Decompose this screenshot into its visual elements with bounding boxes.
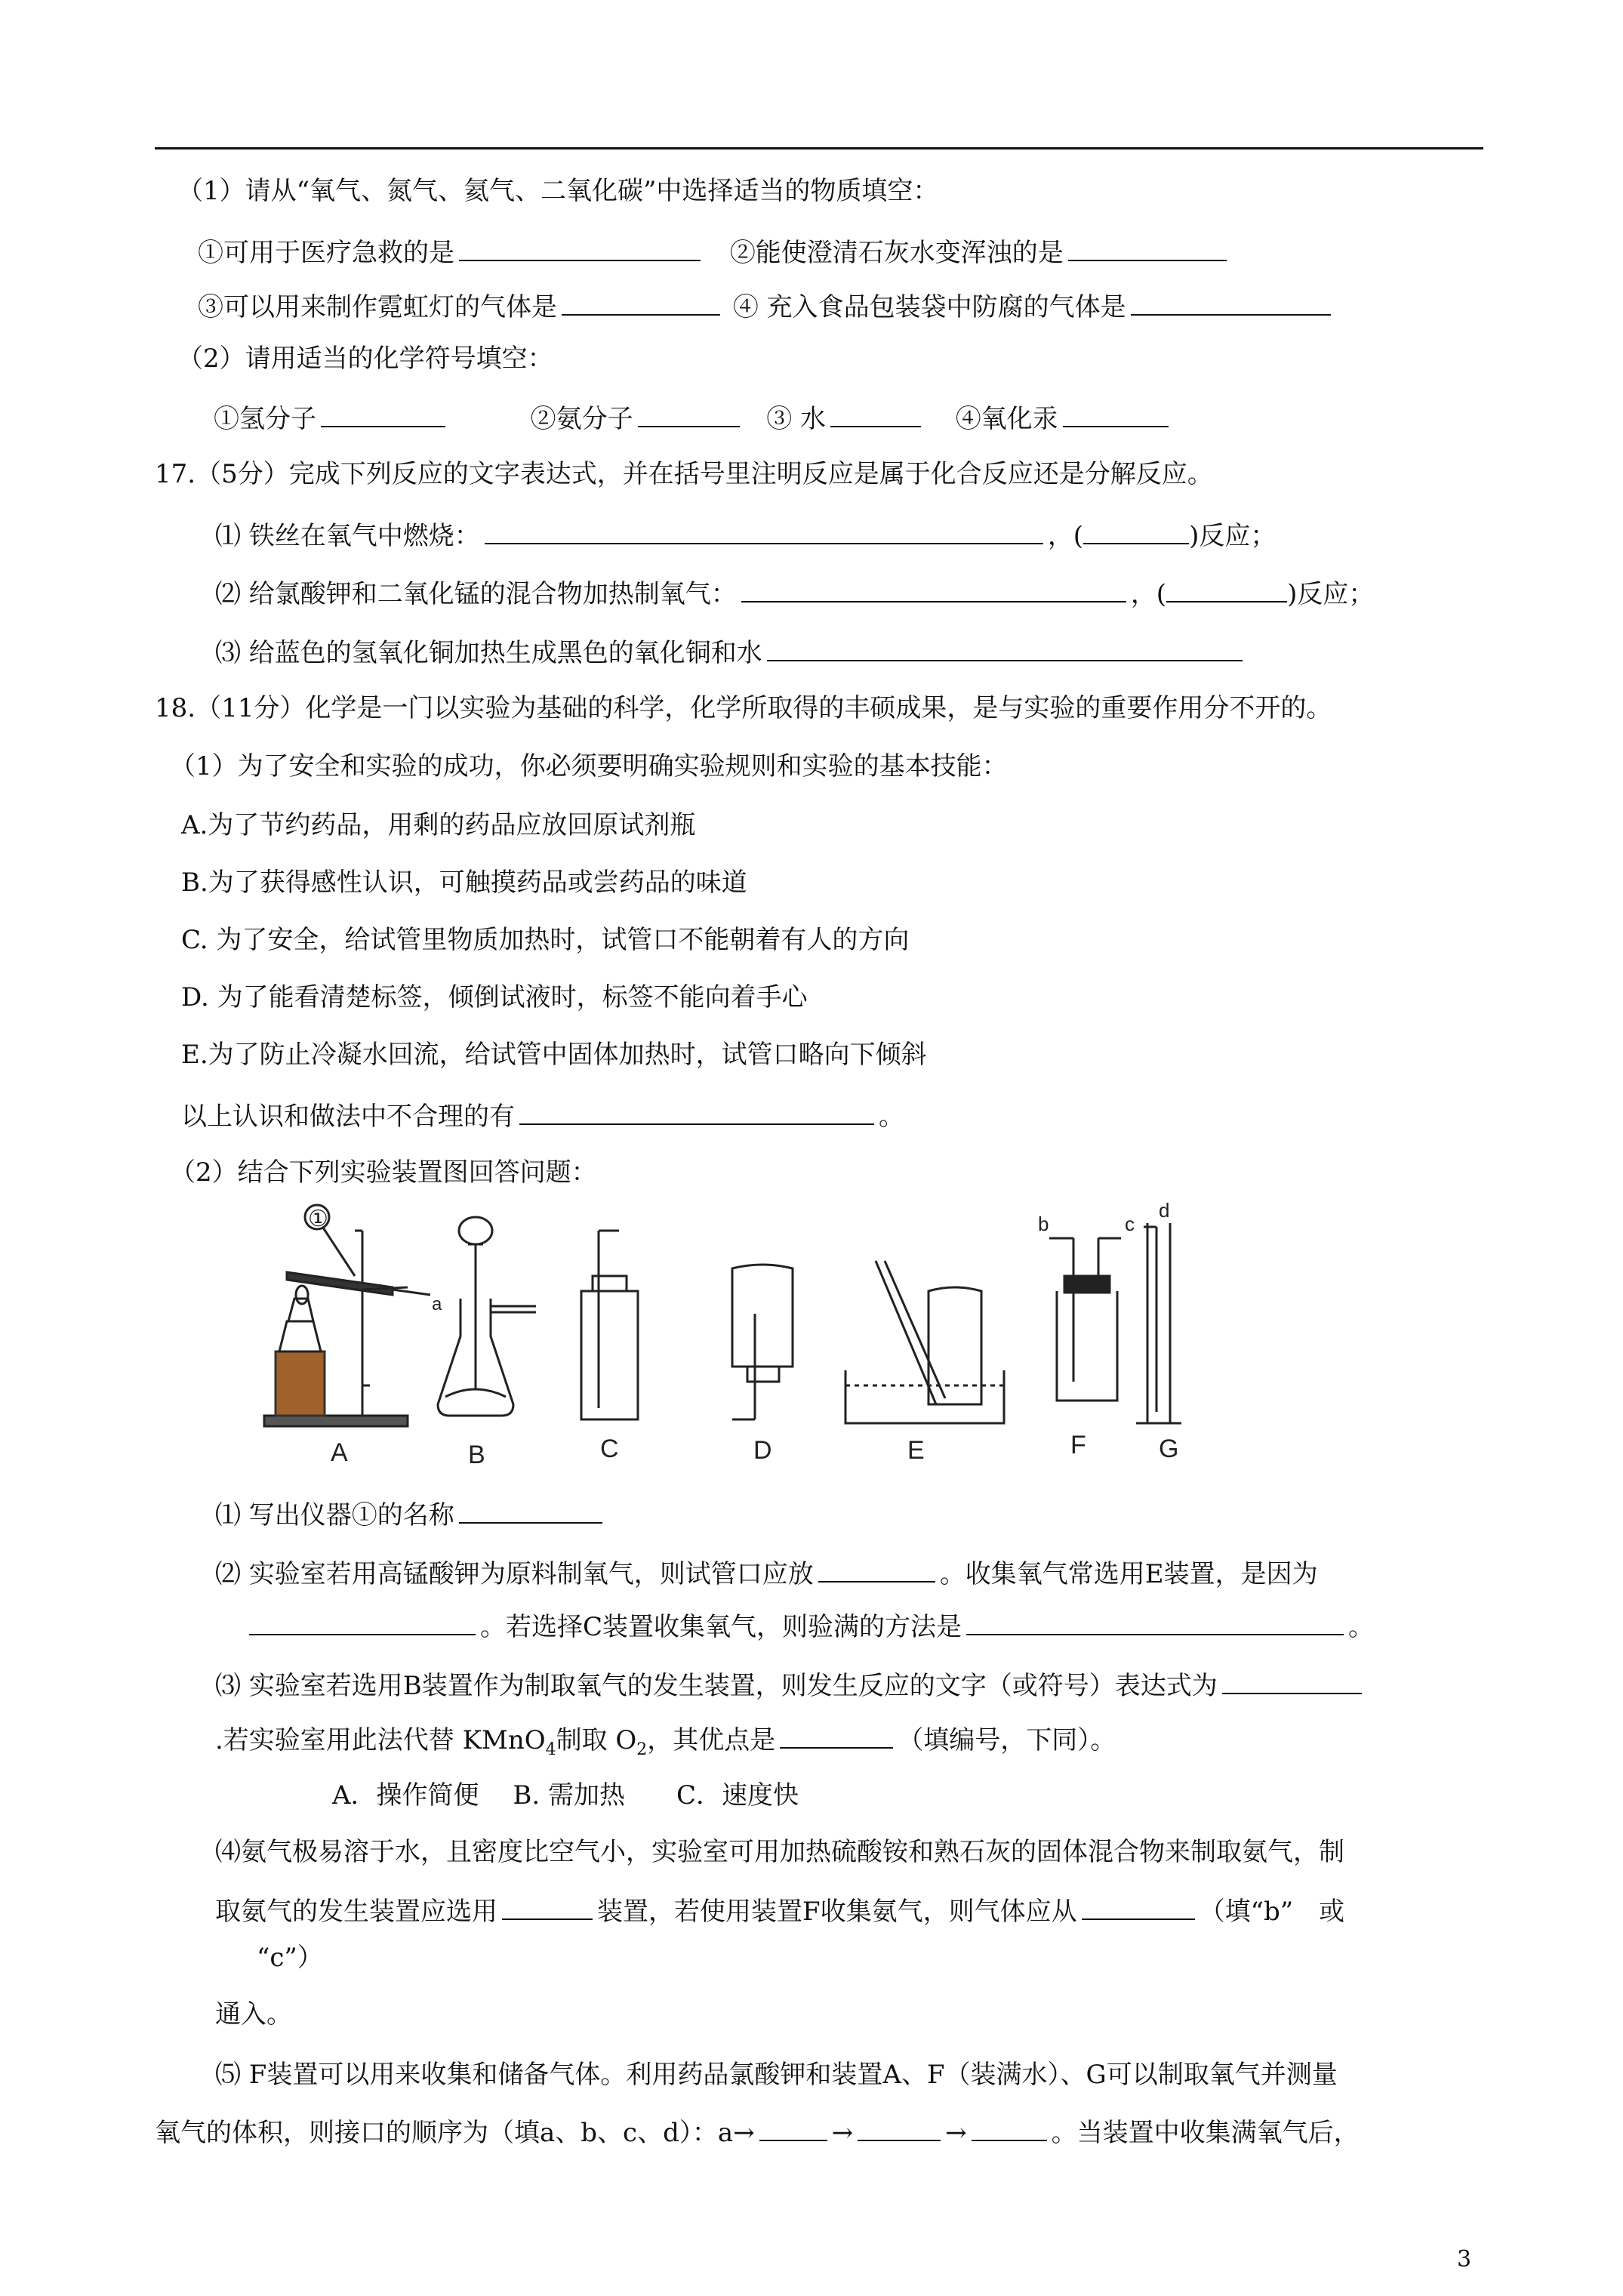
q18-s3b-sub1: 4 <box>545 1740 556 1759</box>
q18-option-c: C. 为了安全，给试管里物质加热时，试管口不能朝着有人的方向 <box>181 925 910 955</box>
q16-part1: （1）请从“氧气、氮气、氦气、二氧化碳”中选择适当的物质填空： <box>177 176 939 206</box>
q18-s3-line2 <box>215 1720 1116 1767</box>
q18-s3-options: A．操作简便 B. 需加热 C．速度快 <box>332 1780 799 1811</box>
q16-a1: ①可用于医疗急救的是 <box>198 238 454 268</box>
q18-s3-line1 <box>215 1666 1366 1703</box>
q17-row2 <box>215 574 1374 612</box>
q18-part1: （1）为了安全和实验的成功，你必须要明确实验规则和实验的基本技能： <box>170 751 1008 781</box>
label-b: B <box>468 1441 485 1469</box>
q16-a1-blank[interactable] <box>459 233 701 261</box>
label-g: G <box>1159 1435 1179 1463</box>
q16-part2: （2）请用适当的化学符号填空： <box>177 344 553 374</box>
q17-l2-tail: )反应； <box>1287 579 1375 609</box>
q16-row2 <box>198 287 1335 325</box>
apparatus-a <box>264 1205 430 1426</box>
q17-l1: ⑴ 铁丝在氧气中燃烧： <box>215 521 480 551</box>
apparatus-d <box>732 1265 793 1419</box>
q16-b4-blank[interactable] <box>1063 399 1169 427</box>
q18-s5-blank1[interactable] <box>759 2113 827 2141</box>
q18-s3b2-text: 制取 O <box>556 1725 637 1755</box>
q18-s3b3-text: ，其优点是 <box>647 1725 776 1755</box>
q17-l3: ⑶ 给蓝色的氢氧化铜加热生成黑色的氧化铜和水 <box>215 638 762 668</box>
q18-question-blank[interactable] <box>519 1096 874 1125</box>
q17-l2: ⑵ 给氯酸钾和二氧化锰的混合物加热制氧气： <box>215 579 737 609</box>
q18-s4b2-text: 装置，若使用装置F收集氨气，则气体应从 <box>597 1897 1077 1927</box>
q16-a3: ③可以用来制作霓虹灯的气体是 <box>198 292 557 322</box>
label-f: F <box>1070 1431 1086 1459</box>
q16-b4: ④氧化汞 <box>955 404 1058 434</box>
q16-row3 <box>214 399 1173 436</box>
q16-b2-blank[interactable] <box>638 399 740 427</box>
q18-s4-line3: “c”） <box>257 1943 323 1973</box>
q16-b1-blank[interactable] <box>321 399 445 427</box>
q18-s2-line2 <box>249 1607 1374 1644</box>
q18-s4-line1: ⑷氨气极易溶于水，且密度比空气小，实验室可用加热硫酸铵和熟石灰的固体混合物来制取氨气，制 <box>215 1837 1344 1867</box>
q17-l1-type-blank[interactable] <box>1083 516 1189 544</box>
q18-s4-line4: 通入。 <box>215 1999 292 2029</box>
q17-l1-tail: )反应； <box>1189 521 1277 551</box>
apparatus-g <box>1136 1223 1181 1423</box>
q18-s2d-text: 。 <box>1348 1612 1375 1642</box>
q18-question <box>181 1096 904 1134</box>
q18-s5-blank2[interactable] <box>858 2113 941 2141</box>
q18-s4b3-text: （填“b” 或 <box>1199 1897 1345 1927</box>
q17-l2-comma: ，( <box>1130 579 1167 609</box>
q18-s2c-blank[interactable] <box>966 1607 1344 1635</box>
q18-s2-line1 <box>215 1554 1318 1592</box>
q18-part2: （2）结合下列实验装置图回答问题： <box>170 1157 597 1188</box>
header-rule <box>155 147 1483 149</box>
q17-l1-blank[interactable] <box>485 516 1043 544</box>
apparatus-diagram <box>234 1200 1291 1472</box>
q18-option-d: D. 为了能看清楚标签，倾倒试液时，标签不能向着手心 <box>181 982 808 1012</box>
q17-title: 17.（5分）完成下列反应的文字表达式，并在括号里注明反应是属于化合反应还是分解反应。 <box>155 459 1213 489</box>
q18-s2b-text: 。收集氧气常选用E装置，是因为 <box>939 1559 1318 1589</box>
q17-l2-blank[interactable] <box>741 574 1126 603</box>
label-e: E <box>907 1436 925 1465</box>
q18-s1-blank[interactable] <box>459 1495 602 1524</box>
q16-a4-blank[interactable] <box>1131 287 1331 316</box>
q18-option-a: A.为了节约药品，用剩的药品应放回原试剂瓶 <box>181 810 696 840</box>
q18-s5-line2 <box>155 2113 1360 2150</box>
q18-s3a-blank[interactable] <box>1222 1666 1362 1694</box>
label-d: D <box>753 1436 772 1465</box>
q18-s4b2-blank[interactable] <box>1082 1891 1195 1920</box>
port-c: c <box>1125 1213 1135 1235</box>
q18-question-text: 以上认识和做法中不合理的有 <box>181 1102 515 1132</box>
q16-b3: ③ 水 <box>766 404 827 434</box>
q18-s3b4-text: （填编号，下同）。 <box>898 1725 1116 1755</box>
q18-s5b1-text: 氧气的体积，则接口的顺序为（填a、b、c、d）：a→ <box>155 2118 755 2148</box>
q18-option-e: E.为了防止冷凝水回流，给试管中固体加热时，试管口略向下倾斜 <box>181 1040 927 1070</box>
q17-l2-type-blank[interactable] <box>1166 574 1287 603</box>
apparatus-b <box>438 1217 536 1416</box>
q16-a2: ②能使澄清石灰水变浑浊的是 <box>729 238 1064 268</box>
q18-s5b4-text: 。当装置中收集满氧气后， <box>1051 2118 1360 2148</box>
port-d: d <box>1159 1200 1170 1222</box>
q17-row3 <box>215 633 1247 670</box>
q16-row1 <box>198 233 1231 270</box>
q18-option-b: B.为了获得感性认识，可触摸药品或尝药品的味道 <box>181 868 747 898</box>
q18-s2a-text: ⑵ 实验室若用高锰酸钾为原料制氧气，则试管口应放 <box>215 1559 814 1589</box>
apparatus-c <box>581 1231 638 1419</box>
apparatus-e <box>845 1261 1004 1423</box>
q16-b3-blank[interactable] <box>830 399 921 427</box>
q18-s3b1-text: .若实验室用此法代替 KMnO <box>215 1725 546 1755</box>
q18-s4b1-blank[interactable] <box>502 1891 593 1920</box>
q18-s3a-text: ⑶ 实验室若选用B装置作为制取氧气的发生装置，则发生反应的文字（或符号）表达式为 <box>215 1671 1218 1701</box>
q18-s4-line2 <box>215 1891 1344 1929</box>
q16-a3-blank[interactable] <box>562 287 720 316</box>
q18-s1 <box>215 1495 607 1533</box>
q18-s2b-blank[interactable] <box>249 1607 476 1635</box>
q16-b1: ①氢分子 <box>214 404 316 434</box>
label-c: C <box>600 1435 619 1463</box>
port-b: b <box>1038 1213 1049 1235</box>
q16-b2: ②氨分子 <box>530 404 633 434</box>
q18-s4b1-text: 取氨气的发生装置应选用 <box>215 1897 497 1927</box>
q18-s5-blank3[interactable] <box>972 2113 1047 2141</box>
page-number: 3 <box>1457 2246 1472 2273</box>
port-a: a <box>432 1294 442 1314</box>
diagram-circled-1: ① <box>308 1207 328 1231</box>
q18-question-end: 。 <box>879 1102 904 1132</box>
q18-title: 18.（11分）化学是一门以实验为基础的科学，化学所取得的丰硕成果，是与实验的重要作用分不开的。 <box>155 693 1332 723</box>
q16-a2-blank[interactable] <box>1068 233 1227 261</box>
q18-s5b3-text: → <box>945 2118 967 2148</box>
q17-l3-blank[interactable] <box>767 633 1243 661</box>
q18-s5b2-text: → <box>831 2118 854 2148</box>
q18-s3b-blank[interactable] <box>780 1720 893 1749</box>
label-a: A <box>331 1438 348 1467</box>
q17-l1-comma: ，( <box>1047 521 1084 551</box>
apparatus-f <box>1049 1238 1121 1401</box>
q18-s1-text: ⑴ 写出仪器①的名称 <box>215 1500 454 1530</box>
q18-s2c-text: 。若选择C装置收集氧气，则验满的方法是 <box>480 1612 962 1642</box>
q18-s5-line1: ⑸ F装置可以用来收集和储备气体。利用药品氯酸钾和装置A、F（装满水）、G可以制取氧气并测量 <box>215 2060 1338 2090</box>
q18-s2a-blank[interactable] <box>818 1554 935 1583</box>
q18-s3b-sub2: 2 <box>636 1740 648 1759</box>
q16-a4: ④ 充入食品包装袋中防腐的气体是 <box>732 292 1126 322</box>
q17-row1 <box>215 516 1276 553</box>
